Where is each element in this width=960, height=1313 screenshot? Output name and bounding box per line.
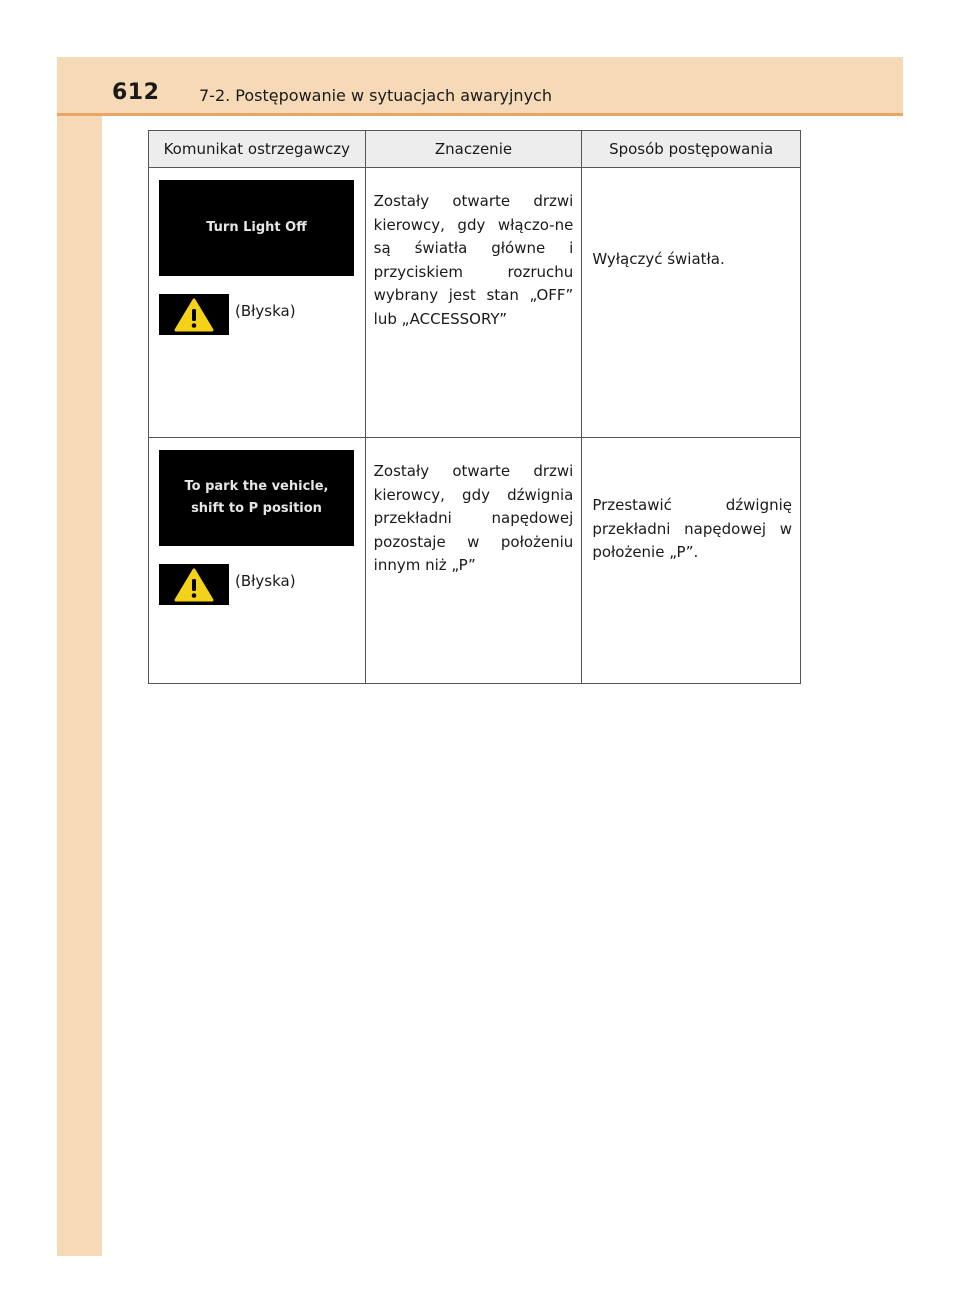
meaning-cell: Zostały otwarte drzwi kierowcy, gdy włączo-ne są światła główne i przyciskiem rozruchu wybrany jest stan „OFF” lub „ACCESSORY” [365, 168, 582, 438]
column-header-message: Komunikat ostrzegawczy [149, 131, 366, 168]
flash-label: (Błyska) [235, 572, 296, 590]
message-cell [149, 438, 366, 684]
column-header-meaning: Znaczenie [365, 131, 582, 168]
table-row [149, 438, 801, 684]
header-rule [57, 113, 903, 116]
section-title: 7-2. Postępowanie w sytuacjach awaryjnych [199, 86, 552, 105]
table-header-row [149, 131, 801, 168]
display-screen [159, 450, 354, 546]
display-screen [159, 180, 354, 276]
page-number: 612 [112, 80, 160, 105]
action-cell: Przestawić dźwignię przekładni napędowej w położenie „P”. [582, 438, 801, 684]
warning-triangle-icon [159, 564, 229, 605]
meaning-cell: Zostały otwarte drzwi kierowcy, gdy dźwignia przekładni napędowej pozostaje w położeniu innym niż „P” [365, 438, 582, 684]
column-header-action: Sposób postępowania [582, 131, 801, 168]
message-cell [149, 168, 366, 438]
display-screen-text: To park the vehicle, shift to P position [184, 479, 329, 516]
page-sidebar [57, 57, 102, 1256]
table-row [149, 168, 801, 438]
display-screen-text: Turn Light Off [206, 220, 307, 235]
warning-table [148, 130, 801, 684]
warning-triangle-icon [159, 294, 229, 335]
flash-label: (Błyska) [235, 302, 296, 320]
action-cell: Wyłączyć światła. [582, 168, 801, 438]
